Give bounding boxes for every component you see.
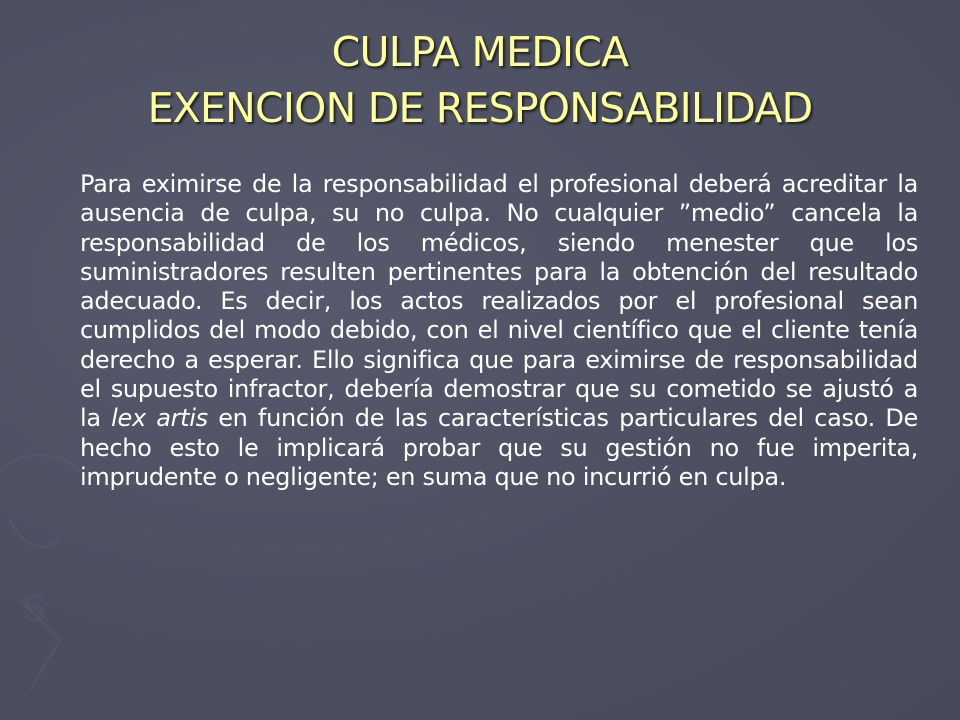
- title-line-2: EXENCION DE RESPONSABILIDAD: [147, 84, 813, 132]
- paragraph-text-end: en función de las características particulares del caso. De hecho esto le implicará probar que su gestión no fue imperita, imprudente o negligente; en suma que no incurrió en culpa.: [80, 404, 918, 491]
- slide-title: [0, 24, 960, 136]
- paragraph-text-start: Para eximirse de la responsabilidad el profesional deberá acreditar la ausencia de culpa, su no culpa. No cualquier ”medio” cancela la responsabilidad de los médicos, siendo menester que los suministradores resulten pertinentes para la obtención del resultado adecuado. Es decir, los actos realizados por el profesional sean cumplidos del modo debido, con el nivel científico que el cliente tenía derecho a esperar. Ello significa que para eximirse de responsabilidad el supuesto infractor, debería demostrar que su cometido se ajustó a la: [80, 170, 918, 433]
- title-line-1: CULPA MEDICA: [331, 28, 629, 76]
- paragraph-italic-term: lex artis: [111, 404, 208, 433]
- svg-text:S: S: [22, 589, 47, 629]
- body-paragraph: [80, 170, 918, 492]
